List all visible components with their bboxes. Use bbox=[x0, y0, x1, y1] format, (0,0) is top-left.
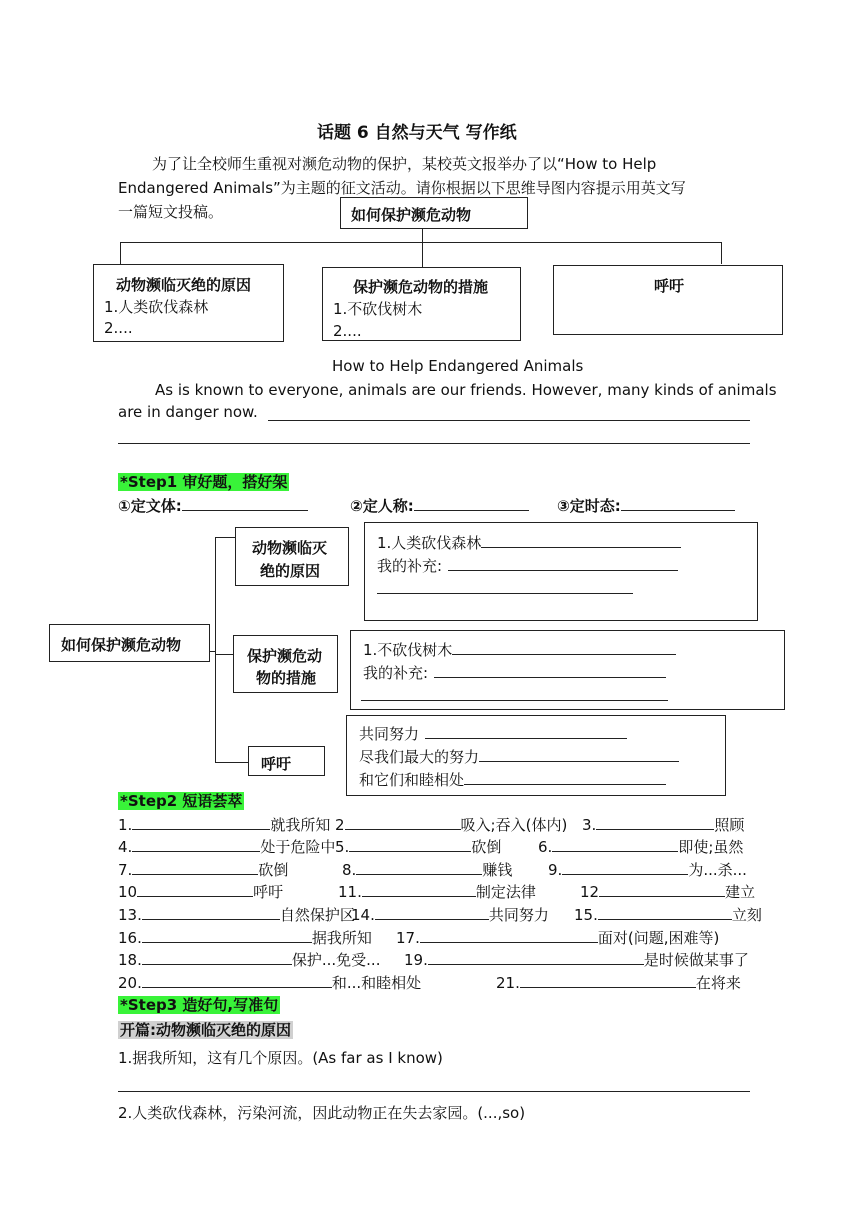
phrase-item bbox=[338, 881, 536, 902]
reasons-item: 1.人类砍伐森林 bbox=[104, 298, 209, 316]
connector bbox=[120, 242, 121, 264]
mindmap-root-label: 如何保护濒危动物 bbox=[351, 206, 472, 224]
phrase-blank[interactable] bbox=[137, 881, 253, 897]
essay-title: How to Help Endangered Animals bbox=[332, 357, 584, 375]
step1-call-item: 共同努力 bbox=[359, 723, 627, 744]
phrase-text: 制定法律 bbox=[475, 883, 536, 901]
phrase-blank[interactable] bbox=[428, 949, 644, 965]
phrase-blank[interactable] bbox=[132, 836, 260, 852]
phrase-item bbox=[582, 814, 744, 835]
phrase-text: 据我所知 bbox=[311, 929, 372, 947]
reasons-box bbox=[93, 264, 284, 342]
page-title: 话题 6 自然与天气 写作纸 bbox=[317, 123, 517, 143]
phrase-number: 5. bbox=[335, 838, 350, 856]
step1-call-title-box bbox=[248, 746, 325, 776]
phrase-item bbox=[351, 904, 549, 925]
essay-line-2: are in danger now. bbox=[118, 403, 258, 421]
step1-root-box bbox=[49, 624, 210, 662]
step1-reasons-supplement: 我的补充: bbox=[377, 555, 678, 576]
phrase-item bbox=[118, 949, 380, 970]
phrase-blank[interactable] bbox=[356, 859, 482, 875]
phrase-text: 呼吁 bbox=[253, 883, 284, 901]
phrase-blank[interactable] bbox=[420, 927, 598, 943]
phrase-item bbox=[118, 859, 288, 880]
phrase-blank[interactable] bbox=[562, 859, 688, 875]
phrase-blank[interactable] bbox=[520, 972, 696, 988]
step3-section: 开篇:动物濒临灭绝的原因 bbox=[120, 1021, 291, 1039]
step1-measures-box bbox=[350, 630, 785, 710]
step2-label: *Step2 短语荟萃 bbox=[120, 792, 243, 810]
phrase-blank[interactable] bbox=[142, 904, 280, 920]
phrase-item bbox=[118, 904, 355, 925]
phrase-item bbox=[335, 836, 501, 857]
phrase-number: 13. bbox=[118, 906, 142, 924]
step1-person: ②定人称: bbox=[350, 495, 529, 516]
phrase-number: 3. bbox=[582, 816, 597, 834]
step1-root-label: 如何保护濒危动物 bbox=[61, 636, 182, 654]
phrase-text: 面对(问题,困难等) bbox=[597, 929, 720, 947]
measures-item: 1.不砍伐树木 bbox=[333, 300, 423, 318]
reasons-item: 2.... bbox=[104, 319, 133, 337]
step1-measures-title: 物的措施 bbox=[256, 669, 317, 687]
phrase-number: 19. bbox=[404, 951, 428, 969]
answer-line bbox=[118, 443, 750, 444]
phrase-item bbox=[548, 859, 747, 880]
step1-measures-item: 1.不砍伐树木 bbox=[363, 639, 676, 660]
step1-call-item: 和它们和睦相处 bbox=[359, 769, 666, 790]
phrase-text: 是时候做某事了 bbox=[643, 951, 749, 969]
call-title: 呼吁 bbox=[654, 277, 685, 295]
step1-reasons-item: 1.人类砍伐森林 bbox=[377, 532, 681, 553]
phrase-blank[interactable] bbox=[132, 814, 270, 830]
step1-reasons-title: 绝的原因 bbox=[260, 562, 321, 580]
phrase-blank[interactable] bbox=[142, 972, 332, 988]
phrase-number: 10 bbox=[118, 883, 138, 901]
phrase-number: 7. bbox=[118, 861, 133, 879]
connector bbox=[120, 242, 722, 243]
call-box bbox=[553, 265, 783, 335]
phrase-blank[interactable] bbox=[362, 881, 476, 897]
phrase-text: 建立 bbox=[725, 883, 756, 901]
phrase-item bbox=[118, 881, 283, 902]
phrase-number: 6. bbox=[538, 838, 553, 856]
phrase-item bbox=[342, 859, 512, 880]
step1-measures-supplement: 我的补充: bbox=[363, 662, 666, 683]
answer-line bbox=[377, 593, 633, 594]
connector bbox=[422, 242, 423, 267]
step3-question-1: 1.据我所知，这有几个原因。(As far as I know) bbox=[118, 1049, 443, 1067]
phrase-number: 21. bbox=[496, 974, 520, 992]
step3-question-2: 2.人类砍伐森林，污染河流，因此动物正在失去家园。(...,so) bbox=[118, 1104, 526, 1122]
phrase-text: 砍倒 bbox=[258, 861, 289, 879]
phrase-item bbox=[118, 972, 421, 993]
phrase-blank[interactable] bbox=[132, 859, 258, 875]
phrase-item bbox=[118, 814, 330, 835]
phrase-number: 15. bbox=[574, 906, 598, 924]
answer-line bbox=[361, 700, 668, 701]
measures-box bbox=[322, 267, 521, 341]
phrase-item bbox=[335, 814, 567, 835]
phrase-number: 16. bbox=[118, 929, 142, 947]
phrase-number: 18. bbox=[118, 951, 142, 969]
phrase-blank[interactable] bbox=[142, 949, 292, 965]
phrase-item bbox=[574, 904, 762, 925]
connector bbox=[215, 762, 248, 763]
phrase-text: 和...和睦相处 bbox=[331, 974, 422, 992]
measures-item: 2.... bbox=[333, 322, 362, 340]
phrase-blank[interactable] bbox=[599, 881, 725, 897]
phrase-blank[interactable] bbox=[142, 927, 312, 943]
phrase-text: 为...杀... bbox=[688, 861, 747, 879]
intro-line-3: 一篇短文投稿。 bbox=[118, 203, 224, 221]
phrase-text: 即使;虽然 bbox=[678, 838, 744, 856]
phrase-item bbox=[118, 927, 372, 948]
phrase-blank[interactable] bbox=[596, 814, 714, 830]
answer-line bbox=[268, 420, 750, 421]
phrase-blank[interactable] bbox=[598, 904, 732, 920]
step1-call-item: 尽我们最大的努力 bbox=[359, 746, 679, 767]
phrase-text: 吸入;吞入(体内) bbox=[460, 816, 568, 834]
phrase-item bbox=[396, 927, 719, 948]
phrase-text: 共同努力 bbox=[488, 906, 549, 924]
phrase-number: 17. bbox=[396, 929, 420, 947]
phrase-text: 就我所知 bbox=[270, 816, 331, 834]
step3-label: *Step3 造好句,写准句 bbox=[120, 996, 279, 1014]
phrase-number: 9. bbox=[548, 861, 563, 879]
step1-call-box bbox=[346, 715, 726, 796]
step1-tense: ③定时态: bbox=[557, 495, 735, 516]
phrase-item bbox=[118, 836, 335, 857]
phrase-text: 自然保护区 bbox=[279, 906, 355, 924]
phrase-text: 砍倒 bbox=[471, 838, 502, 856]
phrase-text: 照顾 bbox=[714, 816, 745, 834]
phrase-text: 在将来 bbox=[695, 974, 741, 992]
phrase-number: 12 bbox=[580, 883, 600, 901]
connector bbox=[215, 537, 235, 538]
phrase-text: 处于危险中 bbox=[260, 838, 336, 856]
phrase-number: 2 bbox=[335, 816, 345, 834]
phrase-number: 4. bbox=[118, 838, 133, 856]
answer-line bbox=[118, 1091, 750, 1092]
intro-line-2: Endangered Animals”为主题的征文活动。请你根据以下思维导图内容提示用英文写 bbox=[118, 179, 686, 197]
intro-line-1: 为了让全校师生重视对濒危动物的保护，某校英文报举办了以“How to Help bbox=[152, 155, 657, 173]
phrase-blank[interactable] bbox=[349, 836, 471, 852]
phrase-number: 14. bbox=[351, 906, 375, 924]
connector bbox=[215, 537, 216, 762]
phrase-item bbox=[496, 972, 741, 993]
phrase-number: 8. bbox=[342, 861, 357, 879]
step1-label: *Step1 审好题，搭好架 bbox=[120, 473, 288, 491]
connector bbox=[721, 242, 722, 264]
phrase-blank[interactable] bbox=[375, 904, 489, 920]
step1-measures-title-box bbox=[233, 635, 338, 693]
step1-reasons-title-box bbox=[235, 527, 349, 586]
phrase-number: 1. bbox=[118, 816, 133, 834]
step1-genre: ①定文体: bbox=[118, 495, 308, 516]
essay-line-1: As is known to everyone, animals are our friends. However, many kinds of animals bbox=[155, 381, 777, 399]
phrase-item bbox=[538, 836, 743, 857]
mindmap-root-box bbox=[340, 197, 528, 229]
phrase-text: 保护...免受... bbox=[291, 951, 381, 969]
phrase-item bbox=[580, 881, 755, 902]
phrase-blank[interactable] bbox=[345, 814, 461, 830]
reasons-title: 动物濒临灭绝的原因 bbox=[116, 276, 252, 294]
phrase-number: 11. bbox=[338, 883, 362, 901]
phrase-item bbox=[404, 949, 749, 970]
phrase-blank[interactable] bbox=[552, 836, 678, 852]
step1-reasons-title: 动物濒临灭 bbox=[252, 539, 328, 557]
step1-measures-title: 保护濒危动 bbox=[247, 647, 323, 665]
phrase-text: 立刻 bbox=[731, 906, 762, 924]
step1-reasons-box bbox=[364, 522, 758, 621]
step1-call-title: 呼吁 bbox=[261, 755, 292, 773]
phrase-number: 20. bbox=[118, 974, 142, 992]
connector bbox=[422, 229, 423, 243]
measures-title: 保护濒危动物的措施 bbox=[353, 278, 489, 296]
phrase-text: 赚钱 bbox=[482, 861, 513, 879]
connector bbox=[215, 654, 233, 655]
